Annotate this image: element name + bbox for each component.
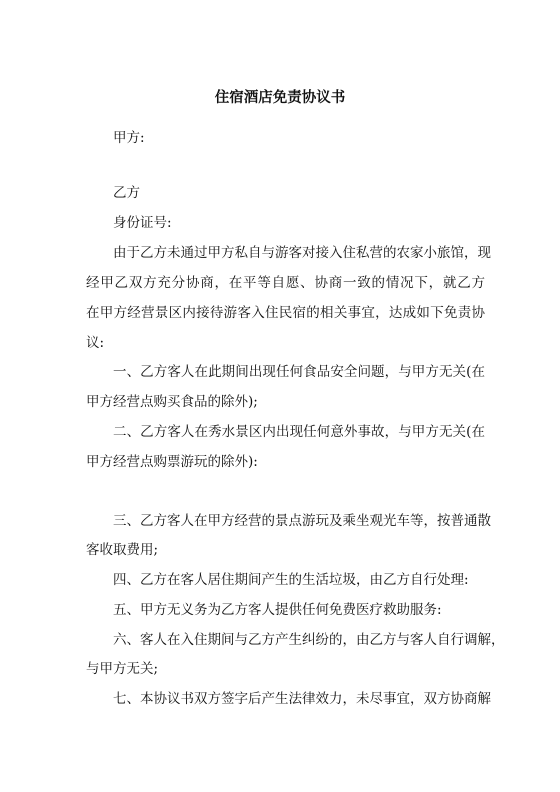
clause-2-line-2: 甲方经营点购票游玩的除外): xyxy=(86,454,258,470)
clause-5: 五、甲方无义务为乙方客人提供任何免费医疗救助服务: xyxy=(113,602,442,618)
intro-line-2: 经甲乙双方充分协商，在平等自愿、协商一致的情况下，就乙方 xyxy=(86,275,485,291)
intro-line-1: 由于乙方未通过甲方私自与游客对接入住私营的农家小旅馆，现 xyxy=(113,245,491,261)
clause-6-line-1: 六、客人在入住期间与乙方产生纠纷的，由乙方与客人自行调解， xyxy=(113,632,505,648)
clause-1-line-1: 一、乙方客人在此期间出现任何食品安全问题，与甲方无关(在 xyxy=(113,364,485,380)
id-number-label: 身份证号: xyxy=(113,215,172,231)
clause-3-line-2: 客收取费用; xyxy=(86,542,159,558)
clause-1-line-2: 甲方经营点购买食品的除外); xyxy=(86,394,258,410)
clause-4: 四、乙方在客人居住期间产生的生活垃圾，由乙方自行处理: xyxy=(113,572,469,588)
intro-line-3: 在甲方经营景区内接待游客入住民宿的相关事宜，达成如下免责协 xyxy=(86,305,485,321)
clause-7-line-1: 七、本协议书双方签字后产生法律效力，未尽事宜，双方协商解 xyxy=(113,691,491,707)
party-a-label: 甲方: xyxy=(113,130,145,146)
party-b-label: 乙方 xyxy=(113,185,140,201)
document-title: 住宿酒店免责协议书 xyxy=(214,89,346,106)
clause-3-line-1: 三、乙方客人在甲方经营的景点游玩及乘坐观光车等，按普通散 xyxy=(113,513,491,529)
intro-line-4: 议: xyxy=(86,335,105,351)
clause-6-line-2: 与甲方无关; xyxy=(86,661,159,677)
clause-2-line-1: 二、乙方客人在秀水景区内出现任何意外事故，与甲方无关(在 xyxy=(113,424,485,440)
